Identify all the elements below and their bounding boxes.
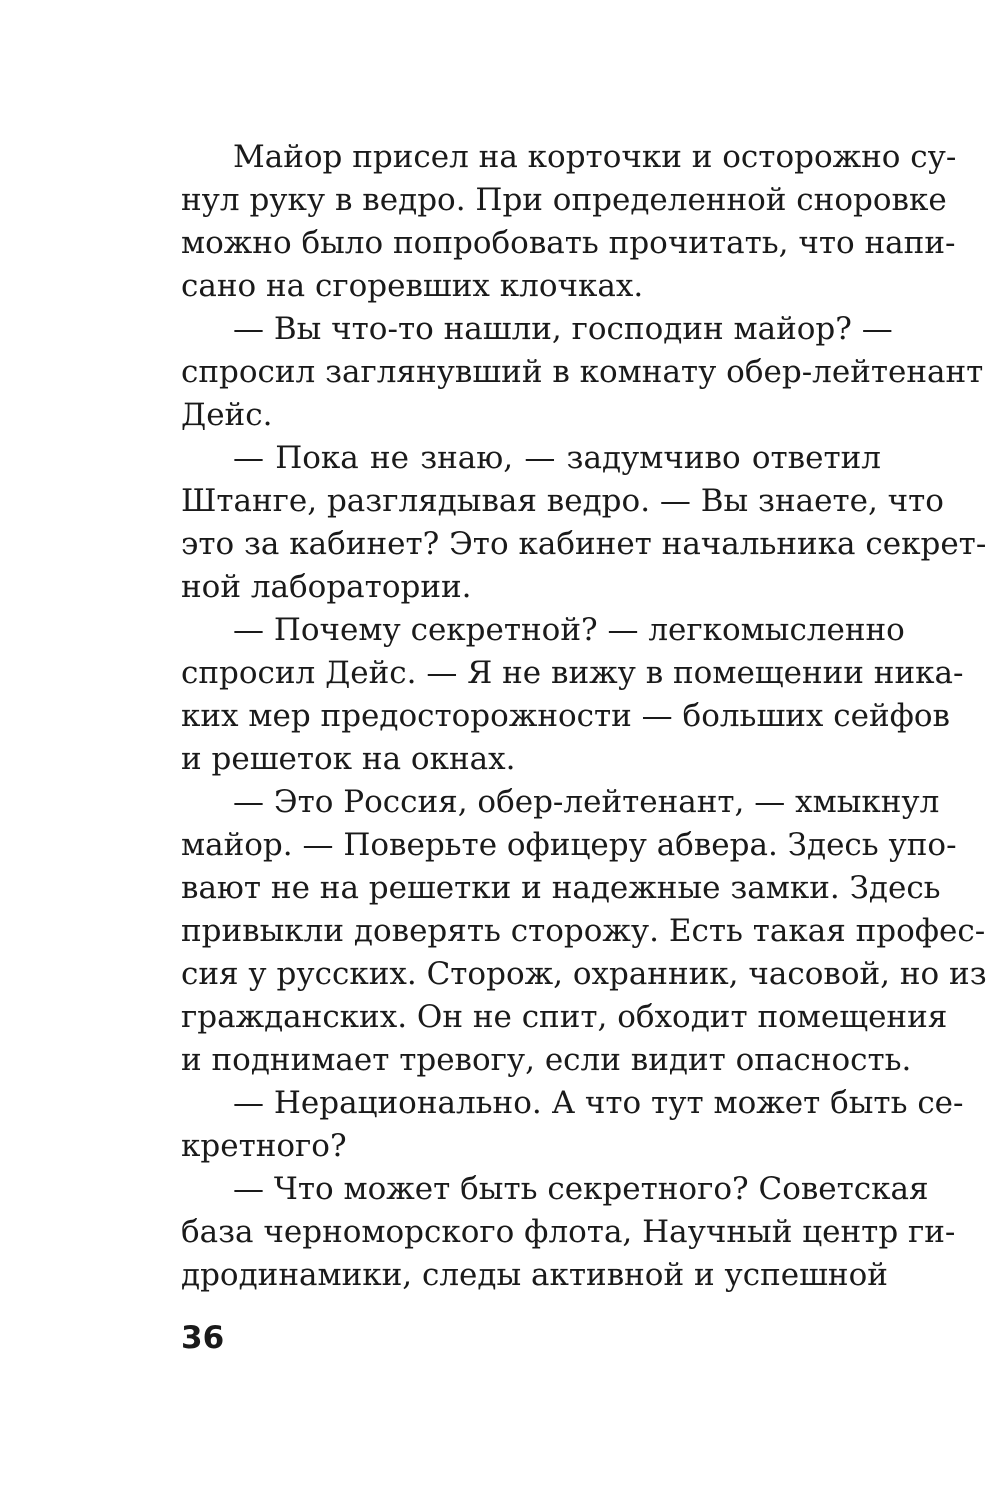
text-line: — Пока не знаю, — задумчиво ответил [233,440,881,476]
text-line: — Что может быть секретного? Советская [233,1171,929,1207]
text-line: — Это Россия, обер-лейтенант, — хмыкнул [233,784,940,820]
text-line: Штанге, разглядывая ведро. — Вы знаете, что [181,483,944,519]
text-line: и поднимает тревогу, если видит опасность. [181,1042,912,1078]
text-line: это за кабинет? Это кабинет начальника секрет- [181,526,987,562]
text-line: кретного? [181,1128,347,1164]
text-line: Майор присел на корточки и осторожно су- [233,139,957,175]
text-line: база черноморского флота, Научный центр ги- [181,1214,956,1250]
text-line: можно было попробовать прочитать, что напи- [181,225,956,261]
text-line: гражданских. Он не спит, обходит помещения [181,999,948,1035]
text-line: сано на сгоревших клочках. [181,268,644,304]
text-line: сия у русских. Сторож, охранник, часовой, но из [181,956,987,992]
text-line: и решеток на окнах. [181,741,516,777]
text-line: ких мер предосторожности — больших сейфов [181,698,951,734]
text-line: дродинамики, следы активной и успешной [181,1257,888,1293]
text-line: спросил Дейс. — Я не вижу в помещении ника- [181,655,964,691]
text-line: — Почему секретной? — легкомысленно [233,612,905,648]
body-text [181,136,987,1297]
text-line: Дейс. [181,397,273,433]
text-line: — Нерационально. А что тут может быть се- [233,1085,964,1121]
text-line: привыкли доверять сторожу. Есть такая профес- [181,913,986,949]
text-line: спросил заглянувший в комнату обер-лейтенант [181,354,984,390]
text-line: ной лаборатории. [181,569,472,605]
page-number: 36 [181,1320,225,1356]
text-line: — Вы что-то нашли, господин майор? — [233,311,893,347]
text-line: майор. — Поверьте офицеру абвера. Здесь упо- [181,827,957,863]
text-line: нул руку в ведро. При определенной сноровке [181,182,947,218]
text-line: вают не на решетки и надежные замки. Здесь [181,870,941,906]
